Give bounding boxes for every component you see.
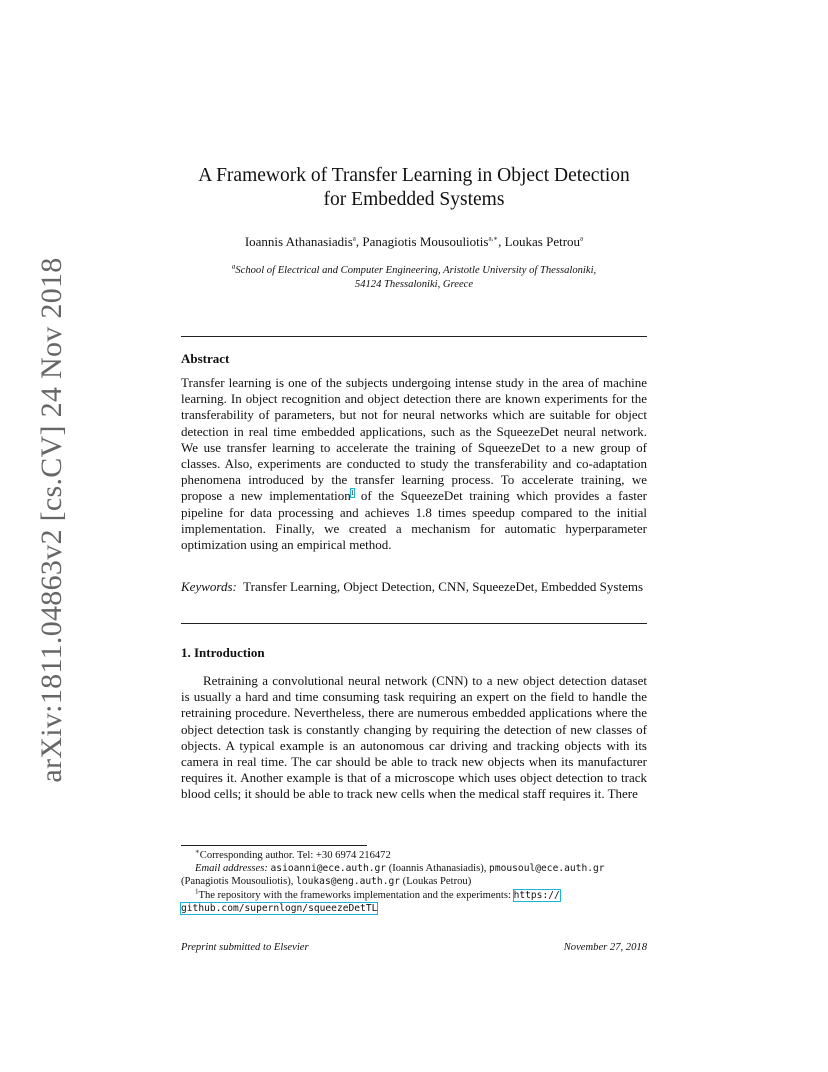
email-owner-1: (Ioannis Athanasiadis), (386, 863, 490, 875)
email-link-2[interactable]: pmousoul@ece.auth.gr (489, 863, 605, 875)
email-link-3[interactable]: loukas@eng.auth.gr (296, 876, 401, 888)
keywords (181, 579, 647, 595)
author-name: Ioannis Athanasiadis (244, 234, 353, 249)
abstract-text-part-2: of the SqueezeDet training which provides a faster pipeline for data processing and achieves 1.8 times speedup compared to the initial implementation. Finally, we created a mechanism for automatic hyperparameter optimization using an empirical method. (181, 488, 647, 553)
email-owner-3: (Loukas Petrou) (400, 876, 472, 888)
footnote-emails (181, 862, 647, 888)
abstract-bottom-rule (181, 623, 647, 624)
footnote-corresponding (181, 849, 647, 862)
author-mark: a,∗ (488, 234, 499, 243)
introduction-text: Retraining a convolutional neural network (CNN) to a new object detection dataset is usually a hard and time consuming task requiring an expert on the field to handle the retraining procedure. Nevertheless, there are numerous embedded applications where the object detection task is constantly changing by requiring the detection of new classes of objects. A typical example is an autonomous car driving and tracking objects with its camera in real time. The car should be able to track new objects when its manufacturer requires it. Another example is that of a microscope which uses object detection to track blood cells; it should be able to track new cells when the medical staff requires it. There (181, 673, 647, 802)
footnote-mark: 1 (195, 887, 199, 896)
email-owner-2: (Panagiotis Mousouliotis), (181, 876, 297, 888)
email-label: Email addresses: (195, 863, 268, 875)
affiliation (181, 264, 647, 292)
affiliation-line-1: School of Electrical and Computer Engineering, Aristotle University of Thessaloniki, (235, 265, 597, 276)
title-line-2: for Embedded Systems (323, 189, 505, 210)
author-mark: a (352, 234, 356, 243)
email-link-1[interactable]: asioanni@ece.auth.gr (270, 863, 387, 875)
repository-link-part-1[interactable]: https:// (513, 889, 560, 901)
section-heading-introduction: 1. Introduction (181, 645, 265, 660)
keywords-text: Transfer Learning, Object Detection, CNN, SqueezeDet, Embedded Systems (243, 579, 644, 594)
abstract-top-rule (181, 336, 647, 337)
footnote-link-1[interactable]: 1 (350, 489, 355, 498)
author-mark: a (580, 234, 584, 243)
abstract-text (181, 375, 647, 553)
author-list: Ioannis Athanasiadis$^a$, Panagiotis Mousouliotis$^{a,∗}$, Loukas Petrou$^a$ (244, 234, 584, 249)
title-line-1: A Framework of Transfer Learning in Object Detection (198, 165, 630, 186)
keywords-label: Keywords: (181, 579, 237, 594)
footnote-1-text: The repository with the frameworks implementation and the experiments: (198, 889, 514, 901)
footer-preprint-note: Preprint submitted to Elsevier (181, 942, 309, 953)
paper-title (181, 164, 647, 212)
footnote-rule (181, 845, 367, 846)
author-name: Loukas Petrou (504, 234, 581, 249)
author-name: Panagiotis Mousouliotis (362, 234, 489, 249)
abstract-text-part-1: Transfer learning is one of the subjects undergoing intense study in the area of machine learning. In object recognition and object detection there are known experiments for the transferability of parameters, but not for neural networks which are suitable for object detection in real time embedded applications, such as the SqueezeDet neural network. We use transfer learning to accelerate the training of SqueezeDet to a new group of classes. Also, experiments are conducted to study the transferability and co-adaptation phenomena introduced by the transfer learning process. To accelerate training, we propose a new implementation (181, 375, 647, 504)
affiliation-mark: a (231, 262, 236, 271)
repository-link-part-2[interactable]: github.com/supernlogn/squeezeDetTL (181, 902, 378, 914)
footnote-mark: ∗ (195, 847, 200, 856)
arxiv-identifier: arXiv:1811.04863v2 [cs.CV] 24 Nov 2018 (35, 257, 68, 783)
abstract-heading: Abstract (181, 351, 230, 366)
footnotes (181, 849, 647, 915)
affiliation-line-2: 54124 Thessaloniki, Greece (354, 279, 474, 290)
footer-date: November 27, 2018 (563, 942, 647, 953)
footnote-corresponding-text: Corresponding author. Tel: +30 6974 216472 (199, 850, 391, 861)
footnote-1-continued (181, 902, 647, 915)
footnote-1 (181, 889, 647, 902)
